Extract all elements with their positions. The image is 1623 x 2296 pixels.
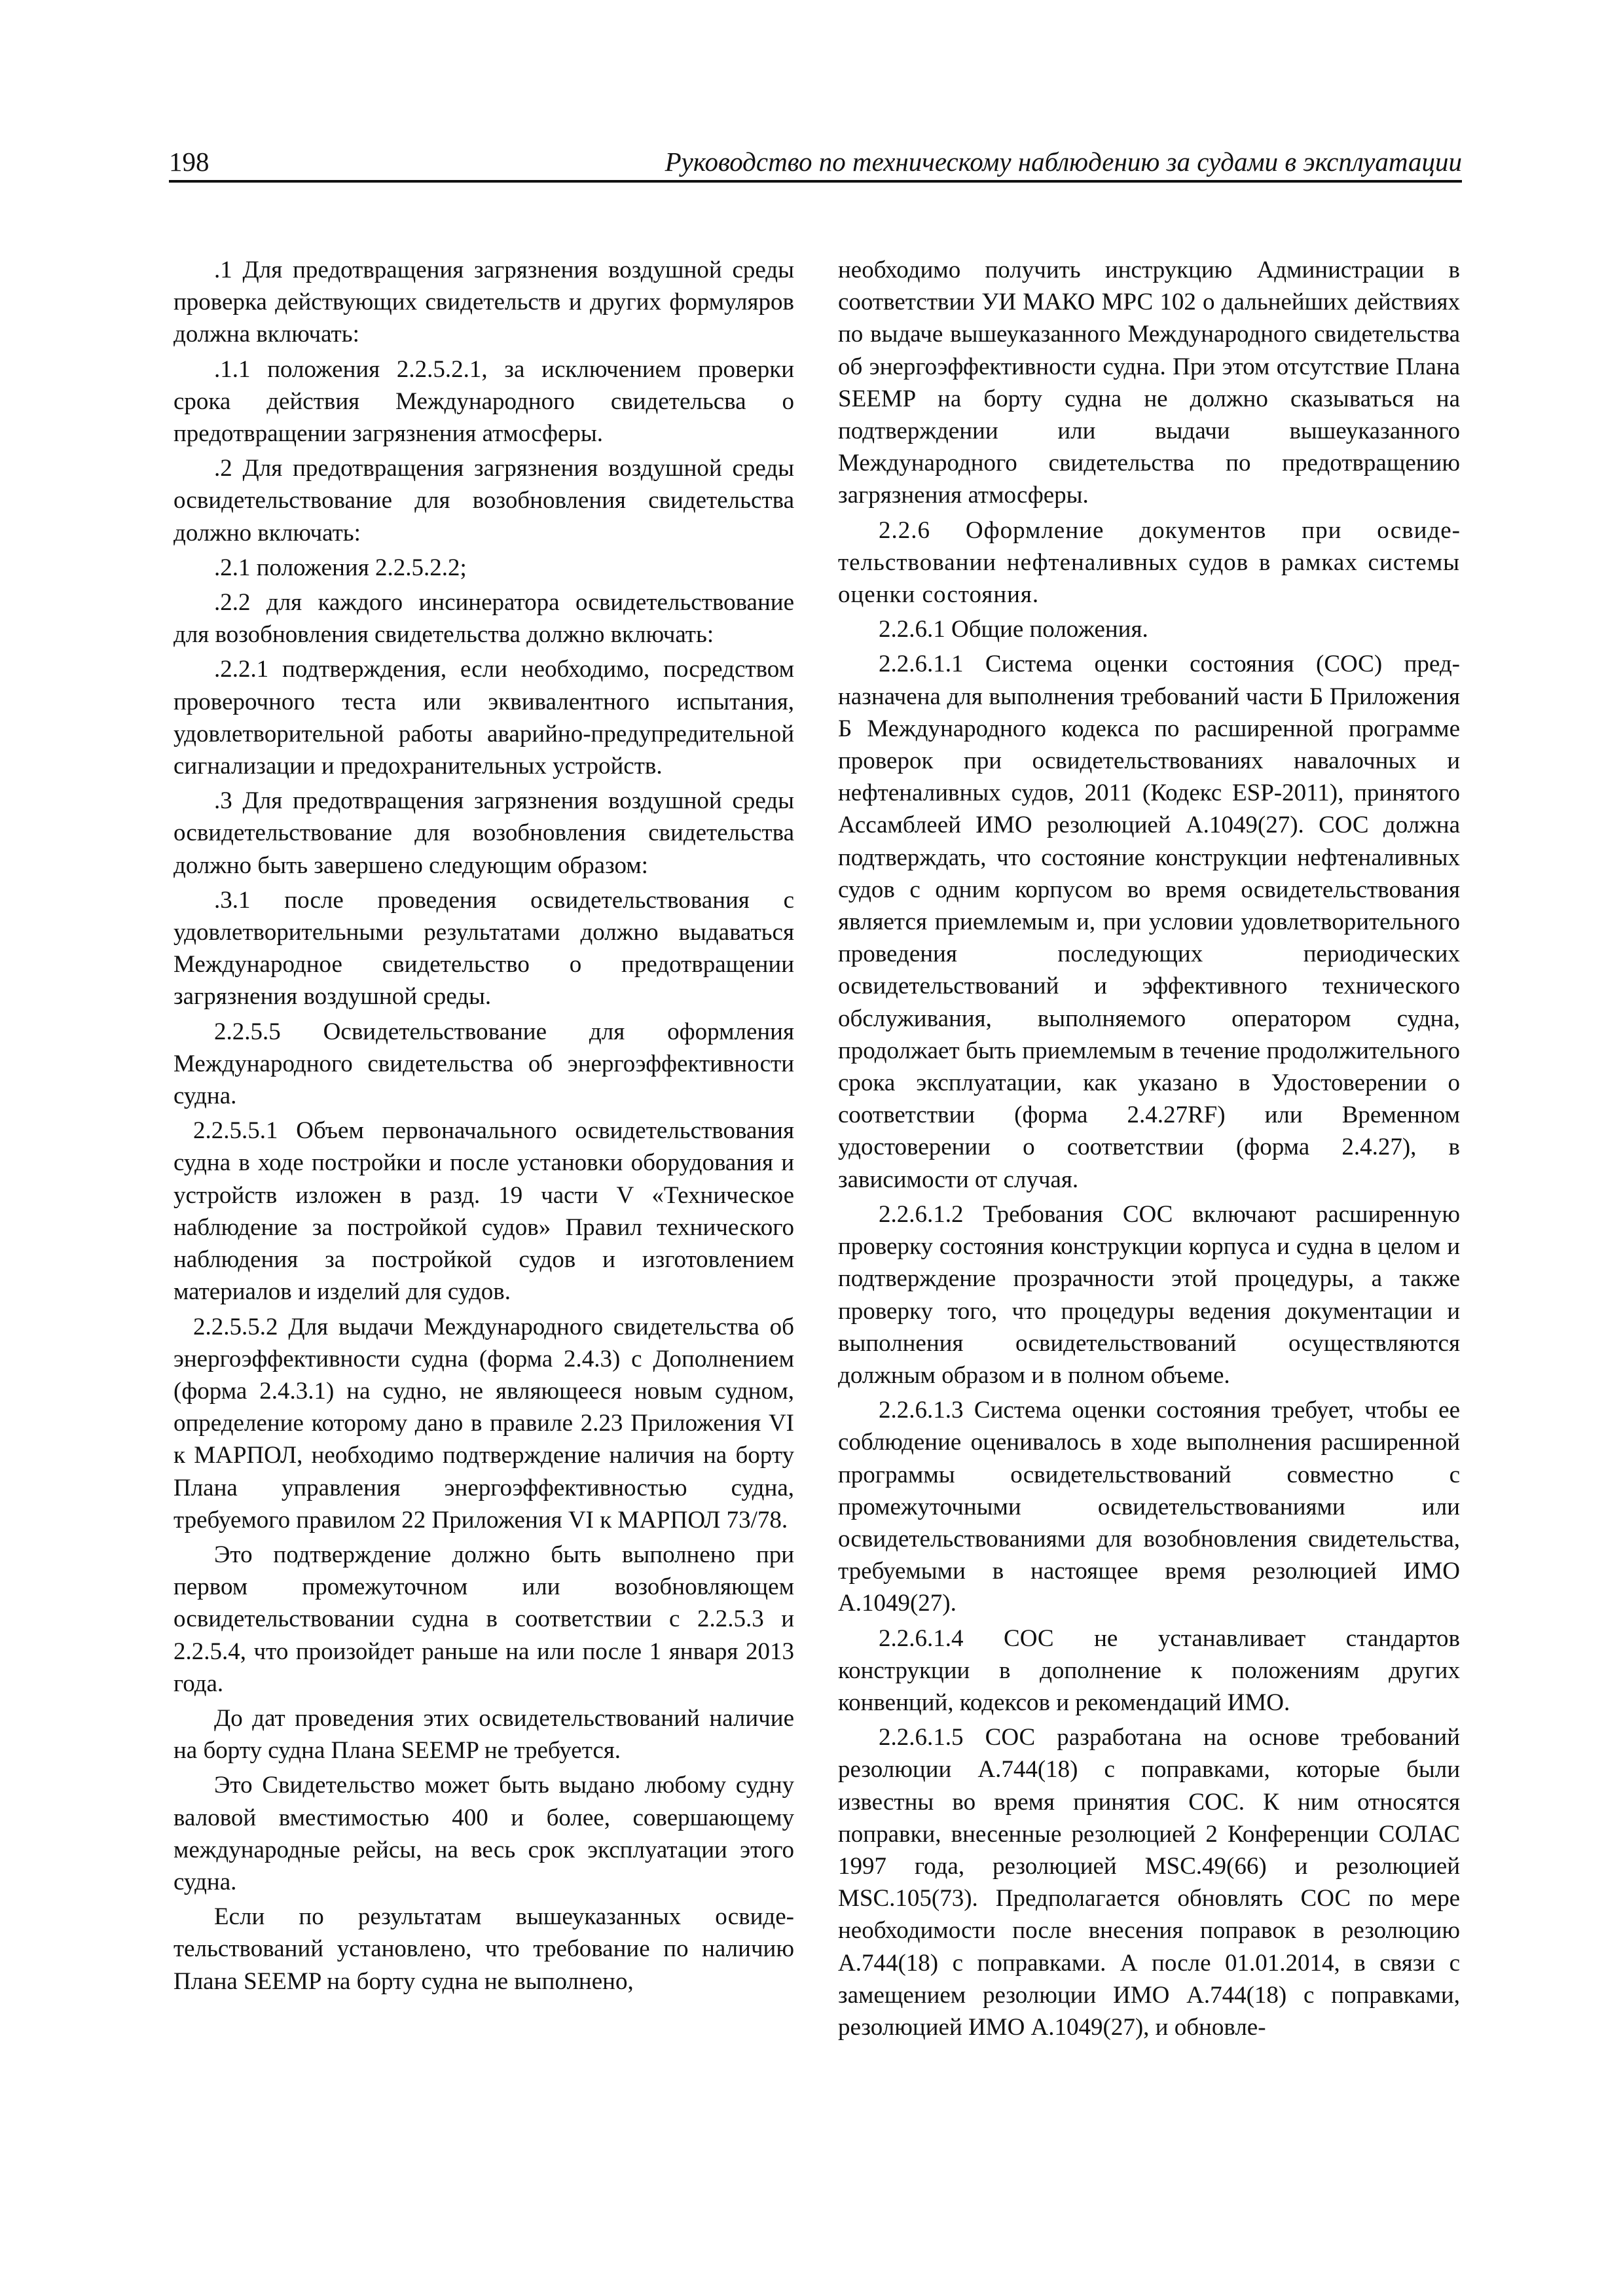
paragraph: .1.1 положения 2.2.5.2.1, за исключением проверки срока действия Международного свидетельсва о предотвращении загрязнения атмосферы.: [173, 355, 794, 448]
paragraph: Если по результатам вышеуказанных освидетельствований установлено, что требование по наличию Плана SEEMP на борту судна не выполнено,: [173, 1903, 794, 1995]
paragraph: необходимо получить инструкцию Администрации в соответствии УИ МАКО МРС 102 о дальнейших действиях по выдаче вышеуказанного Международного свидетельства об энергоэффективности судна. При этом отсутствие Плана SEEMP на борту судна не должно сказываться на подтверждении или выдачи вышеуказанного Международного свидетельства по предотвращению загрязнения атмосферы.: [838, 257, 1460, 509]
paragraph: 2.2.6.1.2 Требования СОС включают расширенную проверку состояния конструкции корпуса и судна в целом и подтверждение прозрачности этой процедуры, а также проверку того, что процедуры ведения документации и выполнения освидетельствований осуществляются должным образом и в полном объеме.: [838, 1200, 1460, 1389]
paragraph: .2.2.1 подтверждения, если необходимо, посредством проверочного теста или эквивалентного испытания, удовлетворительной работы аварийно-предупредительной сигнализации и предохранительных устройств.: [173, 656, 794, 780]
left-column: [173, 254, 794, 2000]
paragraph: .3 Для предотвращения загрязнения воздушной среды освидетельствование для возобновления свидетельства должно быть завершено следующим образом:: [173, 787, 794, 879]
paragraph: 2.2.6.1.3 Система оценки состояния требует, чтобы ее соблюдение оценивалось в ходе выполнения расширенной программы освидетельствований совместно с промежуточными освидетельствованиями или освидетельствованиями для возобновления свидетельства, требуемыми в настоящее время резолюцией ИМО А.1049(27).: [838, 1397, 1460, 1617]
header-rule: [169, 180, 1462, 183]
paragraph: .2 Для предотвращения загрязнения воздушной среды освидетельствование для возобновления свидетельства должно включать:: [173, 455, 794, 547]
subsection-heading: 2.2.6.1 Общие положения.: [879, 616, 1148, 643]
paragraph: .2.1 положения 2.2.5.2.2;: [214, 554, 467, 581]
page-number: 198: [169, 147, 210, 177]
paragraph: 2.2.5.5.2 Для выдачи Международного свидетельства об энергоэффективности судна (форма 2.4.3) с Дополнением (форма 2.4.3.1) на судно, не являющееся новым судном, определение которому дано в правиле 2.23 Приложения VI к МАРПОЛ, необходимо подтверждение наличия на борту Плана управления энергоэффективностью судна, требуемого правилом 22 Приложения VI к МАРПОЛ 73/78.: [173, 1313, 794, 1534]
paragraph: 2.2.6.1.5 СОС разработана на основе требований резолюции А.744(18) с поправками, которые были известны во время принятия СОС. К ним относятся поправки, внесенные резолюцией 2 Конференции СОЛАС 1997 года, резолюцией MSC.49(66) и резолюцией MSC.105(73). Предполагается обновлять СОС по мере необходимости после внесения поправок в резолюцию А.744(18) с поправками. А после 01.01.2014, в связи с замещением резолюции ИМО А.744(18) с поправками, резолюцией ИМО А.1049(27), и обновле-: [838, 1724, 1460, 2041]
running-title: Руководство по техническому наблюдению за судами в эксплуатации: [665, 147, 1462, 177]
page-header: [169, 145, 1462, 182]
section-heading: 2.2.5.5 Освидетельствование для оформления Международного свидетельства об энергоэффективности судна.: [173, 1018, 794, 1110]
paragraph: 2.2.6.1.1 Система оценки состояния (СОС) предназначена для выполнения требований части Б Приложения Б Международного кодекса по расширенной программе проверок при освидетельствованиях навалочных и нефтеналивных судов, 2011 (Кодекс ESP-2011), принятого Ассамблеей ИМО резолюцией А.1049(27). СОС должна подтверждать, что состояние конструкции нефтеналивных судов с одним корпусом во время освидетельствования является приемлемым и, при условии удовлетворительного проведения последующих периодических освидетельствований и эффективного технического обслуживания, выполняемого оператором судна, продолжает быть приемлемым в течение продолжительного срока эксплуатации, как указано в Удостоверении о соответствии (форма 2.4.27RF) или Временном удостоверении о соответствии (форма 2.4.27), в зависимости от случая.: [838, 651, 1460, 1193]
paragraph: .3.1 после проведения освидетельствования с удовлетворительными результатами должно выдаваться Международное свидетельство о предотвращении загрязнения воздушной среды.: [173, 886, 794, 1011]
paragraph: .1 Для предотвращения загрязнения воздушной среды проверка действующих свидетельств и других формуляров должна включать:: [173, 257, 794, 348]
paragraph: 2.2.6.1.4 СОС не устанавливает стандартов конструкции в дополнение к положениям других конвенций, кодексов и рекомендаций ИМО.: [838, 1624, 1460, 1716]
paragraph: Это подтверждение должно быть выполнено при первом промежуточном или возобновляющем освидетельствовании судна в соответствии с 2.2.5.3 и 2.2.5.4, что произойдет раньше на или после 1 января 2013 года.: [173, 1541, 794, 1697]
paragraph: До дат проведения этих освидетельствований наличие на борту судна Плана SEEMP не требуется.: [173, 1704, 794, 1765]
right-column: [838, 254, 1460, 2046]
paragraph: Это Свидетельство может быть выдано любому судну валовой вместимостью 400 и более, совершающему международные рейсы, на весь срок эксплуатации этого судна.: [173, 1772, 794, 1895]
paragraph: .2.2 для каждого инсинератора освидетельствование для возобновления свидетельства должно включать:: [173, 589, 794, 649]
paragraph: 2.2.5.5.1 Объем первоначального освидетельствования судна в ходе постройки и после установки оборудования и устройств изложен в разд. 19 части V «Техническое наблюдение за постройкой судов» Правил технического наблюдения за постройкой судов и изготовлением материалов и изделий для судов.: [173, 1117, 794, 1306]
section-heading: 2.2.6 Оформление документов при освидетельствовании нефтеналивных судов в рамках системы оценки состояния.: [838, 516, 1460, 609]
